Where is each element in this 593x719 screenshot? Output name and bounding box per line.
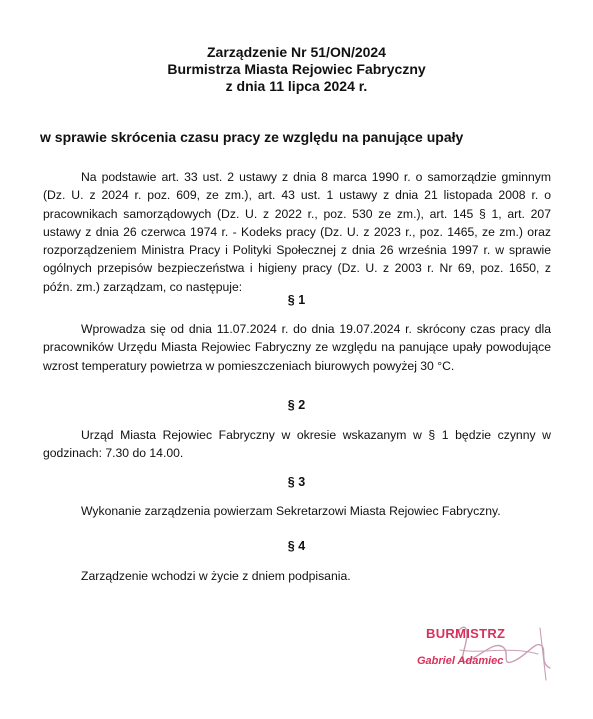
preamble-paragraph — [43, 168, 551, 296]
section-3-paragraph — [43, 502, 551, 520]
document-issuer: Burmistrza Miasta Rejowiec Fabryczny — [167, 61, 426, 77]
document-title: Zarządzenie Nr 51/ON/2024 — [207, 44, 386, 60]
preamble-text: Na podstawie art. 33 ust. 2 ustawy z dnia 8 marca 1990 r. o samorządzie gminnym (Dz. U. z 2024 r. poz. 609, ze zm.), art. 43 ust. 1 ustawy z dnia 21 listopada 2008 r. o pracownikach samorządowych (Dz. U. z 2022 r., poz. 530 ze zm.), art. 145 § 1, art. 207 ustawy z dnia 26 czerwca 1974 r. - Kodeks pracy (Dz. U. z 2023 r., poz. 1465, ze zm.) oraz rozporządzeniem Ministra Pracy i Polityki Społecznej z dnia 26 września 1997 r. w sprawie ogólnych przepisów bezpieczeństwa i higieny pracy (Dz. U. z 2003 r. Nr 69, poz. 1650, z późn. zm.) zarządzam, co następuje: — [43, 170, 551, 294]
document-date: z dnia 11 lipca 2024 r. — [225, 78, 368, 94]
stamp-title: BURMISTRZ — [426, 626, 506, 641]
section-2-paragraph — [43, 426, 551, 463]
official-stamp — [400, 620, 570, 690]
document-subject: w sprawie skrócenia czasu pracy ze względu na panujące upały — [40, 129, 464, 145]
section-4-text: Zarządzenie wchodzi w życie z dniem podpisania. — [81, 569, 351, 583]
section-3-heading: § 3 — [287, 475, 306, 489]
section-2-text: Urząd Miasta Rejowiec Fabryczny w okresie wskazanym w § 1 będzie czynny w godzinach: 7.30 do 14.00. — [43, 428, 551, 461]
section-4-heading: § 4 — [287, 539, 306, 553]
section-2-heading: § 2 — [287, 398, 306, 412]
document-header — [0, 44, 593, 95]
section-1-paragraph — [43, 320, 551, 375]
stamp-name: Gabriel Adamiec — [417, 655, 504, 667]
section-4-paragraph — [43, 567, 551, 585]
section-3-text: Wykonanie zarządzenia powierzam Sekretarzowi Miasta Rejowiec Fabryczny. — [81, 504, 501, 518]
section-1-text: Wprowadza się od dnia 11.07.2024 r. do dnia 19.07.2024 r. skrócony czas pracy dla pracowników Urzędu Miasta Rejowiec Fabryczny ze względu na panujące upały powodujące wzrost temperatury powietrza w pomieszczeniach biurowych powyżej 30 °C. — [43, 322, 551, 373]
section-1-heading: § 1 — [287, 293, 306, 307]
